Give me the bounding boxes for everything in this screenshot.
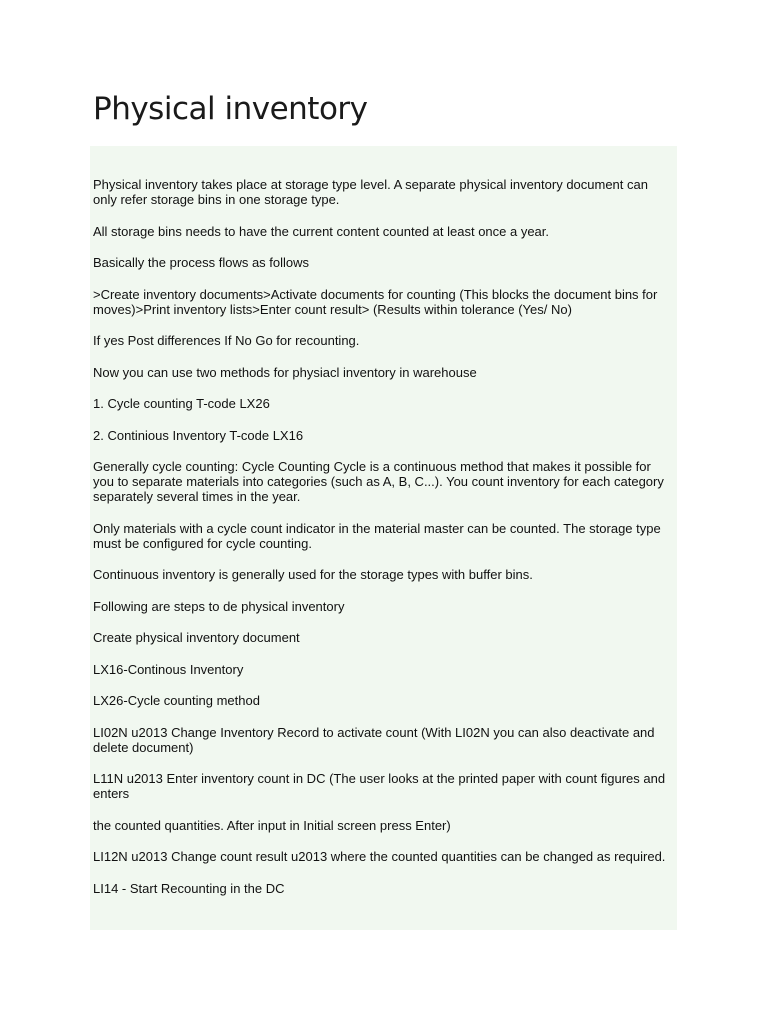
paragraph: the counted quantities. After input in Initial screen press Enter) [93, 817, 451, 833]
paragraph: LI02N u2013 Change Inventory Record to activate count (With LI02N you can also deactivate and delete document) [93, 724, 655, 755]
paragraph: LX16-Continous Inventory [93, 661, 244, 677]
paragraph: All storage bins needs to have the current content counted at least once a year. [93, 223, 550, 239]
paragraph: Now you can use two methods for physiacl inventory in warehouse [93, 364, 477, 380]
paragraph: LI14 - Start Recounting in the DC [93, 880, 285, 896]
paragraph: LX26-Cycle counting method [93, 693, 260, 708]
paragraph: If yes Post differences If No Go for recounting. [93, 333, 360, 348]
paragraph: Following are steps to de physical inventory [93, 598, 345, 614]
paragraph: Only materials with a cycle count indicator in the material master can be counted. The storage type must be configured for cycle counting. [93, 520, 661, 551]
list-item: 1. Cycle counting T-code LX26 [93, 396, 270, 411]
paragraph: Create physical inventory document [93, 630, 300, 645]
page-title: Physical inventory [93, 91, 368, 127]
paragraph: Continuous inventory is generally used for the storage types with buffer bins. [93, 567, 533, 582]
paragraph: Generally cycle counting: Cycle Counting Cycle is a continuous method that makes it possible for you to separate materials into categories (such as A, B, C...). You count inventory for each category separately several times in the year. [93, 459, 664, 504]
list-item: 2. Continious Inventory T-code LX16 [93, 427, 304, 443]
paragraph: Basically the process flows as follows [93, 255, 310, 270]
paragraph: Physical inventory takes place at storage type level. A separate physical inventory document can only refer storage bins in one storage type. [93, 177, 648, 207]
paragraph: L11N u2013 Enter inventory count in DC (The user looks at the printed paper with count figures and enters [93, 771, 666, 801]
paragraph: LI12N u2013 Change count result u2013 where the counted quantities can be changed as required. [93, 849, 666, 864]
paragraph: >Create inventory documents>Activate documents for counting (This blocks the document bins for moves)>Print inventory lists>Enter count result> (Results within tolerance (Yes/ No) [93, 286, 658, 317]
content-box [90, 146, 677, 930]
